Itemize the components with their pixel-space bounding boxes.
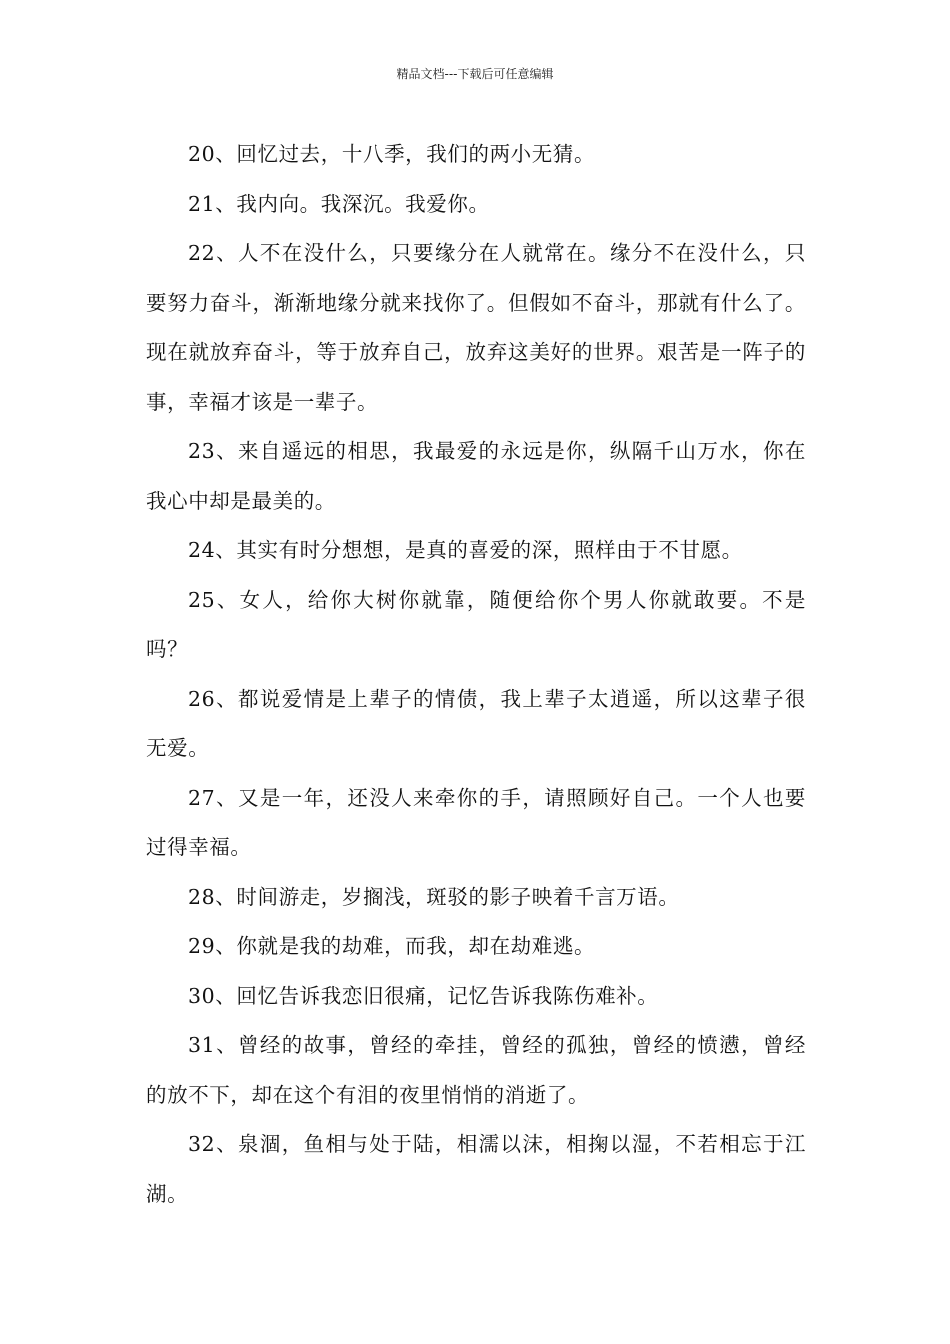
paragraph-32: 32、泉涸，鱼相与处于陆，相濡以沫，相掬以湿，不若相忘于江湖。 [146, 1132, 806, 1206]
paragraph-26: 26、都说爱情是上辈子的情债，我上辈子太逍遥，所以这辈子很无爱。 [146, 686, 806, 760]
paragraph-24: 24、其实有时分想想，是真的喜爱的深，照样由于不甘愿。 [188, 538, 743, 562]
paragraph-20: 20、回忆过去，十八季，我们的两小无猜。 [188, 142, 596, 166]
paragraph-27: 27、又是一年，还没人来牵你的手，请照顾好自己。一个人也要过得幸福。 [146, 785, 806, 859]
document-body [146, 130, 806, 1219]
paragraph-23: 23、来自遥远的相思，我最爱的永远是你，纵隔千山万水，你在我心中却是最美的。 [146, 439, 806, 513]
paragraph-30: 30、回忆告诉我恋旧很痛，记忆告诉我陈伤难补。 [188, 983, 659, 1008]
paragraph-31: 31、曾经的故事，曾经的牵挂，曾经的孤独，曾经的愤懑，曾经的放不下，却在这个有泪的夜里悄悄的消逝了。 [146, 1033, 806, 1107]
page-header: 精品文档---下载后可任意编辑 [396, 67, 554, 81]
paragraph-21: 21、我内向。我深沉。我爱你。 [188, 191, 490, 216]
paragraph-22: 22、人不在没什么，只要缘分在人就常在。缘分不在没什么，只要努力奋斗，渐渐地缘分就来找你了。但假如不奋斗，那就有什么了。现在就放弃奋斗，等于放弃自己，放弃这美好的世界。艰苦是一阵子的事，幸福才该是一辈子。 [146, 241, 806, 414]
paragraph-29: 29、你就是我的劫难，而我，却在劫难逃。 [188, 934, 596, 958]
paragraph-25: 25、女人，给你大树你就靠，随便给你个男人你就敢要。不是吗？ [146, 587, 806, 661]
paragraph-28: 28、时间游走，岁搁浅，斑驳的影子映着千言万语。 [188, 884, 680, 909]
